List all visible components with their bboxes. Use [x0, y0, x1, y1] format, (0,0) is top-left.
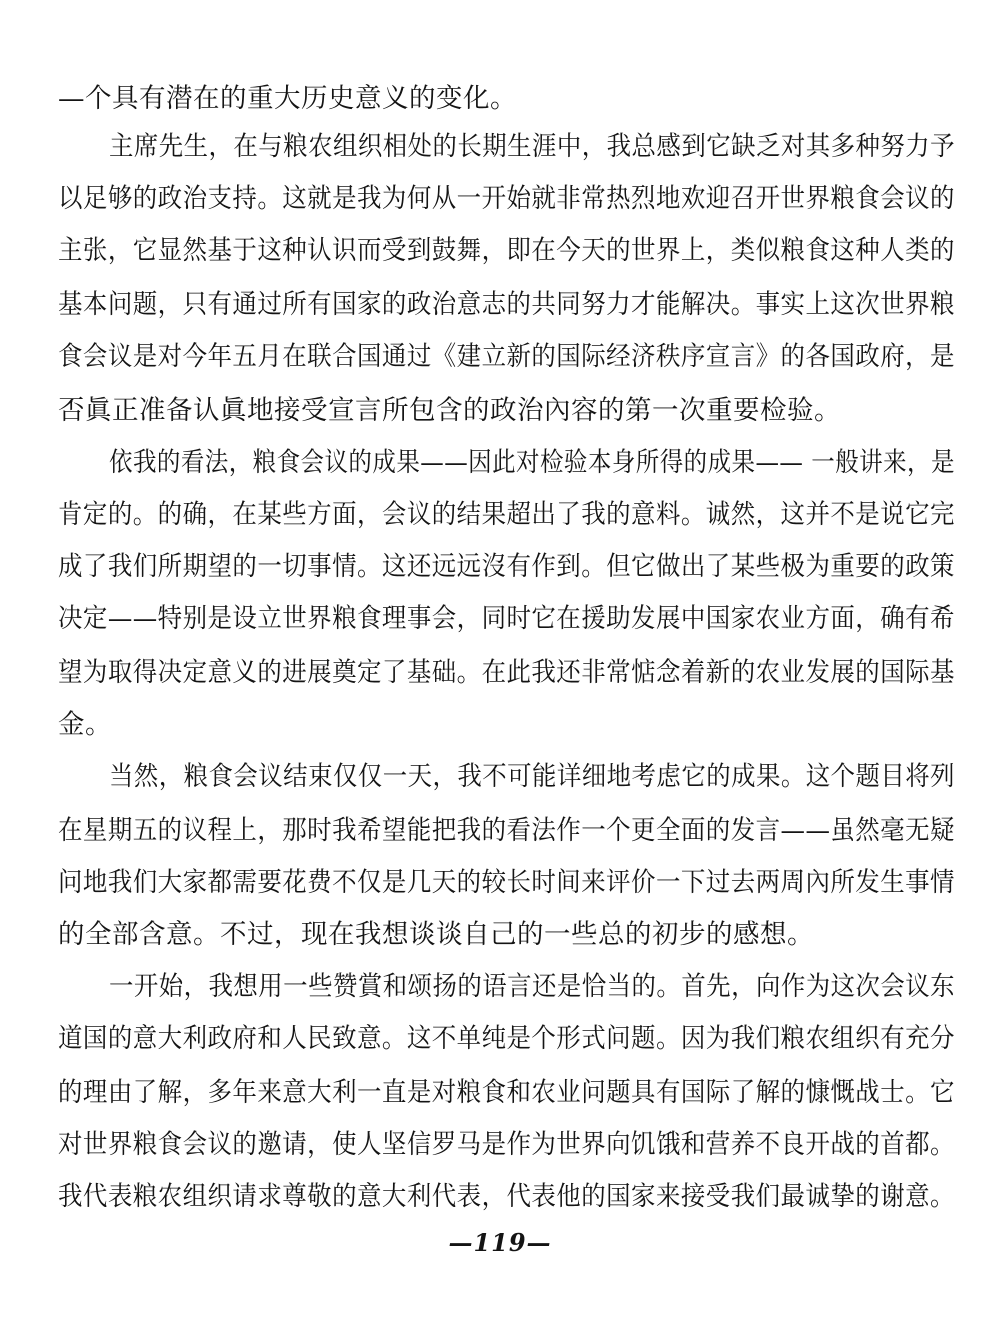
text-line: 道国的意大利政府和人民致意。这不单纯是个形式问题。因为我们粮农组织有充分 [58, 1023, 955, 1054]
text-line: 望为取得决定意义的进展奠定了基础。在此我还非常惦念着新的农业发展的国际基 [58, 657, 955, 688]
text-line: 否眞正准备认眞地接受宣言所包含的政治內容的第一次重要检验。 [58, 395, 841, 426]
text-line: 依我的看法，粮食会议的成果——因此对检验本身所得的成果—— 一般讲来，是 [109, 447, 955, 478]
text-line: 的理由了解，多年来意大利一直是对粮食和农业问题具有国际了解的慷慨战士。它 [58, 1077, 955, 1108]
text-line: 成了我们所期望的一切事情。这还远远沒有作到。但它做出了某些极为重要的政策 [58, 551, 955, 582]
text-line: 一开始，我想用一些赞賞和颂扬的语言还是恰当的。首先，向作为这次会议东 [109, 971, 956, 1002]
text-line: 在星期五的议程上，那时我希望能把我的看法作一个更全面的发言——虽然毫无疑 [58, 815, 955, 846]
text-line: 我代表粮农组织请求尊敬的意大利代表，代表他的国家来接受我们最诚挚的谢意。 [58, 1181, 955, 1212]
text-line: 主张，它显然基于这种认识而受到鼓舞，即在今天的世界上，类似粮食这种人类的 [58, 235, 955, 266]
text-line: 金。 [58, 709, 112, 740]
text-line: 食会议是对今年五月在联合国通过《建立新的国际经济秩序宣言》的各国政府，是 [58, 341, 955, 372]
text-line: —个具有潜在的重大历史意义的变化。 [58, 83, 517, 114]
text-line: 对世界粮食会议的邀请，使人坚信罗马是作为世界向饥饿和营养不良开战的首都。 [58, 1129, 955, 1160]
text-line: 问地我们大家都需要花费不仅是几天的较长时间来评价一下过去两周內所发生事情 [58, 867, 955, 898]
text-line: 主席先生，在与粮农组织相处的长期生涯中，我总感到它缺乏对其多种努力予 [109, 131, 956, 162]
page-number: —119— [448, 1228, 552, 1257]
text-line: 以足够的政治支持。这就是我为何从一开始就非常热烈地欢迎召开世界粮食会议的 [58, 183, 955, 214]
text-line: 基本问题，只有通过所有国家的政治意志的共同努力才能解决。事实上这次世界粮 [58, 289, 955, 320]
text-line: 肯定的。的确，在某些方面，会议的结果超出了我的意料。诚然，这并不是说它完 [58, 499, 955, 530]
text-line: 的全部含意。不过，现在我想谈谈自己的一些总的初步的感想。 [58, 919, 814, 950]
text-line: 当然，粮食会议结束仅仅一天，我不可能详细地考虑它的成果。这个题目将列 [109, 761, 956, 792]
text-line: 决定——特别是设立世界粮食理事会，同时它在援助发展中国家农业方面，确有希 [58, 603, 955, 634]
